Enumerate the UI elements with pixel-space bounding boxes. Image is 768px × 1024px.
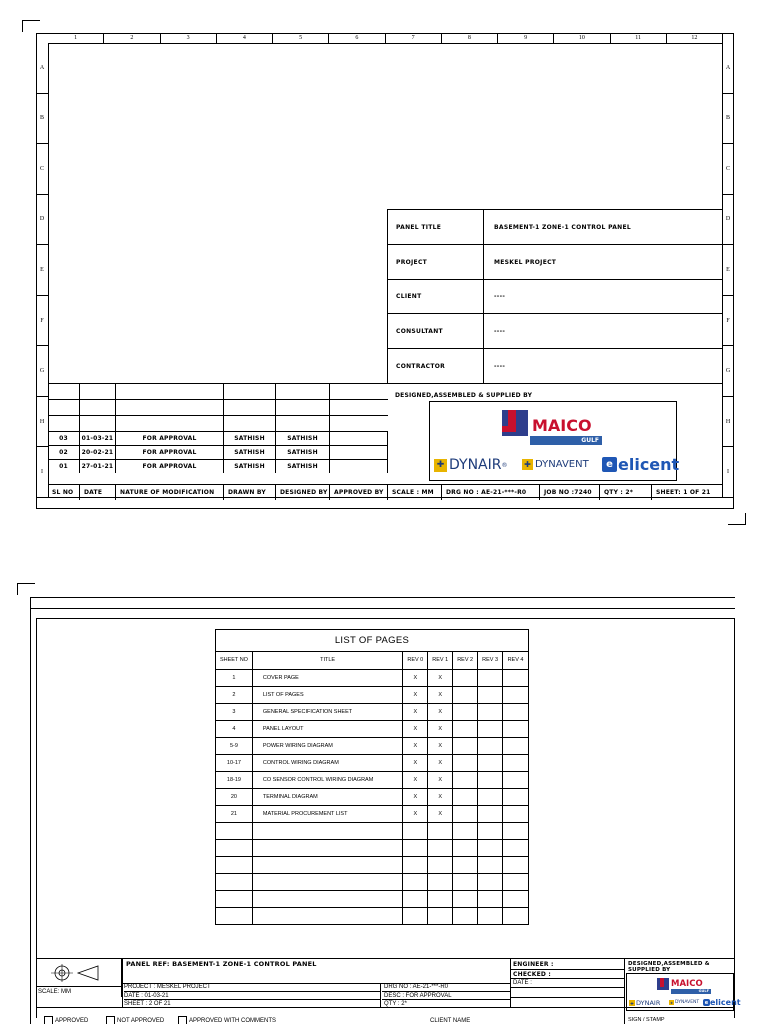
approval-checkbox-with-comments[interactable] (178, 1016, 276, 1024)
revision-cell-nature: FOR APPROVAL (116, 446, 224, 459)
designed-by-label: DESIGNED,ASSEMBLED & SUPPLIED BY (395, 392, 533, 399)
maico-wordmark: MAICO (532, 416, 592, 435)
table-cell: X (403, 806, 428, 823)
table-cell (453, 823, 478, 840)
table-row (216, 772, 529, 789)
table-row-empty (216, 874, 529, 891)
col-rev-3: REV 3 (478, 652, 503, 670)
tb-divider (122, 959, 123, 1007)
table-cell (453, 721, 478, 738)
column-number: 8 (442, 33, 498, 43)
column-number: 1 (48, 33, 104, 43)
revision-empty-row (48, 399, 388, 415)
table-cell (403, 840, 428, 857)
row-letter: E (722, 245, 734, 296)
panel-title-label: PANEL TITLE (388, 210, 484, 244)
sheet2-second-line (30, 608, 735, 609)
revision-cell-approved (330, 432, 388, 445)
table-row (216, 670, 529, 687)
table-cell (478, 857, 503, 874)
revision-cell-nature: FOR APPROVAL (116, 460, 224, 473)
header-nature: NATURE OF MODIFICATION (116, 485, 224, 500)
table-cell: X (403, 755, 428, 772)
table-cell (428, 874, 453, 891)
table-cell: 2 (216, 687, 253, 704)
table-cell: 20 (216, 789, 253, 806)
table-cell: X (403, 721, 428, 738)
table-cell (403, 823, 428, 840)
table-cell (478, 874, 503, 891)
tb-client-name: CLIENT NAME (430, 1018, 471, 1024)
table-cell (503, 823, 529, 840)
row-letter: I (36, 447, 48, 498)
column-number: 9 (498, 33, 554, 43)
table-cell (478, 891, 503, 908)
table-cell (503, 670, 529, 687)
table-cell (453, 857, 478, 874)
table-cell (503, 874, 529, 891)
consultant-label: CONSULTANT (388, 314, 484, 348)
table-cell (478, 772, 503, 789)
table-cell (453, 891, 478, 908)
revision-cell-drawn: SATHISH (224, 460, 276, 473)
table-cell (453, 874, 478, 891)
contractor-value: ---- (494, 362, 506, 370)
table-cell (503, 738, 529, 755)
table-cell: 18-19 (216, 772, 253, 789)
table-cell (216, 823, 253, 840)
column-number: 4 (217, 33, 273, 43)
tb-dynavent-logo (669, 1000, 699, 1005)
title-info-block (387, 209, 723, 383)
table-cell: POWER WIRING DIAGRAM (252, 738, 402, 755)
col-rev-0: REV 0 (403, 652, 428, 670)
table-cell (453, 687, 478, 704)
column-number: 3 (161, 33, 217, 43)
table-cell: CO SENSOR CONTROL WIRING DIAGRAM (252, 772, 402, 789)
table-cell (252, 823, 402, 840)
table-cell (428, 857, 453, 874)
table-cell: X (428, 704, 453, 721)
table-row-empty (216, 823, 529, 840)
tb-dynair-logo (629, 999, 660, 1007)
column-number: 6 (329, 33, 385, 43)
table-cell (478, 670, 503, 687)
tb-divider (380, 983, 381, 1007)
row-letter: C (722, 144, 734, 195)
table-cell (403, 908, 428, 925)
row-letter: F (36, 296, 48, 347)
not-approved-checkbox[interactable] (106, 1016, 115, 1024)
tb-desc: DESC : FOR APPROVAL (382, 991, 510, 999)
sheet1-corner-mark-bottom (728, 513, 746, 525)
table-cell: 1 (216, 670, 253, 687)
table-cell (503, 755, 529, 772)
table-cell: X (403, 772, 428, 789)
revision-cell-drawn: SATHISH (224, 446, 276, 459)
maico-logo (502, 408, 612, 448)
col-title: TITLE (252, 652, 402, 670)
dynavent-logo (522, 459, 589, 470)
revision-cell-date: 01-03-21 (80, 432, 116, 445)
list-of-pages-table (215, 629, 529, 925)
table-cell: X (428, 670, 453, 687)
consultant-value: ---- (494, 327, 506, 335)
dynavent-badge-icon: ✚ (522, 459, 533, 470)
tb-divider (36, 1007, 735, 1008)
dynavent-wordmark: DYNAVENT (535, 459, 589, 470)
table-cell: CONTROL WIRING DIAGRAM (252, 755, 402, 772)
client-value: ---- (494, 293, 506, 300)
sheet1-bottom-bar (48, 484, 723, 500)
dynair-logo (434, 457, 507, 473)
revision-cell-sl: 01 (48, 460, 80, 473)
header-approved-by: APPROVED BY (330, 485, 388, 500)
table-cell (403, 891, 428, 908)
table-cell (252, 840, 402, 857)
project-value: MESKEL PROJECT (494, 258, 557, 266)
col-rev-2: REV 2 (453, 652, 478, 670)
tb-divider (510, 997, 624, 998)
table-cell (478, 721, 503, 738)
table-row-empty (216, 857, 529, 874)
footer-qty: QTY : 2* (600, 485, 652, 500)
row-letter: A (722, 43, 734, 94)
tb-panel-ref: PANEL REF: BASEMENT-1 ZONE-1 CONTROL PANEL (126, 960, 317, 968)
table-cell (403, 874, 428, 891)
table-cell: GENERAL SPECIFICATION SHEET (252, 704, 402, 721)
table-cell (252, 891, 402, 908)
tb-dynavent-wordmark: DYNAVENT (675, 1000, 700, 1005)
revision-cell-sl: 02 (48, 446, 80, 459)
table-cell: X (428, 687, 453, 704)
table-cell (478, 908, 503, 925)
table-cell: X (428, 755, 453, 772)
approval-checkbox-not-approved[interactable] (106, 1016, 164, 1024)
tb-dynair-badge-icon: ✚ (630, 1000, 634, 1006)
table-cell (453, 789, 478, 806)
table-cell (428, 840, 453, 857)
sheet2-top-line (30, 597, 735, 598)
row-letter: D (36, 195, 48, 246)
table-cell (428, 891, 453, 908)
dynair-wordmark: DYNAIR (449, 457, 502, 473)
revision-cell-nature: FOR APPROVAL (116, 432, 224, 445)
column-number: 12 (667, 33, 723, 43)
footer-sheet: SHEET: 1 OF 21 (656, 489, 711, 496)
row-letter: B (722, 94, 734, 145)
revision-row (48, 445, 388, 459)
revision-cell-date: 20-02-21 (80, 446, 116, 459)
tb-scale: SCALE: MM (36, 987, 122, 997)
table-cell: TERMINAL DIAGRAM (252, 789, 402, 806)
tb-dynair-wordmark: DYNAIR (636, 999, 661, 1007)
table-cell (216, 891, 253, 908)
row-letter: G (722, 346, 734, 397)
revision-cell-sl: 03 (48, 432, 80, 445)
table-cell (216, 857, 253, 874)
title-row-client (388, 280, 723, 314)
table-cell (503, 857, 529, 874)
column-number: 7 (386, 33, 442, 43)
column-number: 5 (273, 33, 329, 43)
col-rev-1: REV 1 (428, 652, 453, 670)
revision-rows (48, 431, 388, 473)
revision-cell-drawn: SATHISH (224, 432, 276, 445)
table-cell (252, 908, 402, 925)
tb-qty: QTY : 2* (382, 999, 510, 1007)
project-label: PROJECT (388, 245, 484, 279)
tb-divider (624, 959, 625, 1024)
table-cell (453, 840, 478, 857)
elicent-badge-icon: e (602, 457, 617, 472)
approved-checkbox[interactable] (44, 1016, 53, 1024)
table-cell (453, 738, 478, 755)
table-row (216, 789, 529, 806)
revision-cell-designed: SATHISH (276, 460, 330, 473)
tb-designed-by: DESIGNED,ASSEMBLED & SUPPLIED BY (628, 961, 710, 973)
table-row (216, 721, 529, 738)
table-cell (216, 908, 253, 925)
table-cell (478, 789, 503, 806)
table-cell (503, 704, 529, 721)
table-cell (503, 908, 529, 925)
table-row (216, 704, 529, 721)
approved-with-comments-checkbox[interactable] (178, 1016, 187, 1024)
table-cell (453, 670, 478, 687)
table-cell: X (403, 687, 428, 704)
tb-sheet: SHEET : 2 OF 21 (124, 999, 380, 1007)
table-cell (453, 772, 478, 789)
tb-date: DATE : 01-03-21 (124, 991, 380, 999)
list-of-pages-title: LIST OF PAGES (216, 630, 529, 652)
title-row-project (388, 245, 723, 280)
table-cell: COVER PAGE (252, 670, 402, 687)
sheet2-title-block (36, 958, 741, 1024)
revision-table (48, 383, 388, 485)
table-cell (252, 874, 402, 891)
revision-row (48, 431, 388, 445)
row-letter: I (722, 447, 734, 498)
table-cell (478, 755, 503, 772)
table-cell: 3 (216, 704, 253, 721)
tb-elicent-wordmark: elicent (710, 998, 741, 1007)
approved-label: APPROVED (55, 1017, 89, 1024)
projection-symbol-cell (36, 959, 122, 987)
approved-with-comments-label: APPROVED WITH COMMENTS (189, 1017, 277, 1024)
company-logo-box (429, 401, 680, 481)
table-cell (503, 721, 529, 738)
header-designed-by: DESIGNED BY (276, 485, 330, 500)
revision-empty-row (48, 415, 388, 431)
elicent-wordmark: elicent (618, 455, 680, 474)
third-angle-projection-icon (48, 963, 110, 983)
revision-row (48, 459, 388, 473)
list-of-pages-body (216, 670, 529, 925)
column-number: 10 (554, 33, 610, 43)
table-cell (216, 874, 253, 891)
row-letter: A (36, 43, 48, 94)
tb-maico-mark-red (660, 978, 664, 987)
table-cell: X (403, 789, 428, 806)
table-cell: 10-17 (216, 755, 253, 772)
table-cell (478, 704, 503, 721)
table-cell: 21 (216, 806, 253, 823)
revision-empty-row (48, 383, 388, 399)
footer-scale: SCALE : MM (388, 485, 442, 500)
column-number: 2 (104, 33, 160, 43)
sheet1-corner-mark (22, 20, 40, 32)
table-cell: LIST OF PAGES (252, 687, 402, 704)
tb-project: PROJECT : MESKEL PROJECT (124, 984, 211, 990)
tb-logo-box (626, 973, 741, 1011)
title-row-panel (388, 210, 723, 245)
footer-drg-no: DRG NO : AE-21-***-R0 (442, 485, 540, 500)
table-cell: MATERIAL PROCUREMENT LIST (252, 806, 402, 823)
col-rev-4: REV 4 (503, 652, 529, 670)
client-label: CLIENT (388, 280, 484, 313)
table-cell (503, 840, 529, 857)
gulf-badge: GULF (530, 436, 602, 445)
table-cell: 5-9 (216, 738, 253, 755)
table-row (216, 738, 529, 755)
table-row (216, 806, 529, 823)
table-row (216, 755, 529, 772)
table-cell (453, 755, 478, 772)
table-cell: X (428, 738, 453, 755)
not-approved-label: NOT APPROVED (117, 1017, 165, 1024)
table-row-empty (216, 891, 529, 908)
sheet2-corner-mark (17, 583, 35, 595)
col-sheet-no: SHEET NO (216, 652, 253, 670)
table-cell (478, 806, 503, 823)
table-row-empty (216, 908, 529, 925)
revision-cell-designed: SATHISH (276, 446, 330, 459)
table-cell (453, 908, 478, 925)
table-cell: X (403, 738, 428, 755)
maico-mark-red-foot (502, 426, 516, 432)
tb-engineer: ENGINEER : (513, 961, 554, 968)
row-letter: B (36, 94, 48, 145)
revision-cell-designed: SATHISH (276, 432, 330, 445)
footer-job-no: JOB NO :7240 (540, 485, 600, 500)
revision-cell-approved (330, 446, 388, 459)
dynair-reg: ® (501, 461, 508, 469)
revision-cell-approved (330, 460, 388, 473)
table-cell (403, 857, 428, 874)
table-cell (503, 789, 529, 806)
table-cell (252, 857, 402, 874)
title-row-contractor (388, 349, 723, 384)
tb-elicent-badge-icon: e (704, 999, 709, 1006)
tb-checked: CHECKED : (510, 969, 624, 978)
elicent-logo (602, 455, 679, 474)
tb-drg-no: DRG NO : AE-21-***-R0 (384, 984, 449, 990)
table-cell: X (428, 772, 453, 789)
row-letter: C (36, 144, 48, 195)
table-cell (478, 840, 503, 857)
table-cell (503, 687, 529, 704)
table-cell: X (428, 721, 453, 738)
row-letter: H (36, 397, 48, 448)
tb-date2: DATE : (510, 978, 624, 987)
approval-checkbox-approved[interactable] (44, 1016, 88, 1024)
tb-dynavent-badge-icon: ✚ (670, 1000, 673, 1005)
table-cell (478, 823, 503, 840)
row-letter: E (36, 245, 48, 296)
table-cell: X (403, 670, 428, 687)
table-row (216, 687, 529, 704)
header-date: DATE (80, 485, 116, 500)
table-cell: X (428, 789, 453, 806)
tb-divider (510, 987, 624, 988)
title-row-consultant (388, 314, 723, 349)
table-cell: X (428, 806, 453, 823)
row-letter: G (36, 346, 48, 397)
column-number: 11 (611, 33, 667, 43)
header-sl-no: SL NO (48, 485, 80, 500)
tb-maico-wordmark: MAICO (671, 979, 703, 989)
dynair-badge-icon: ✚ (434, 459, 447, 472)
table-cell (478, 738, 503, 755)
tb-gulf-badge: GULF (671, 989, 711, 994)
header-drawn-by: DRAWN BY (224, 485, 276, 500)
table-cell (216, 840, 253, 857)
table-cell (503, 891, 529, 908)
row-letter: H (722, 397, 734, 448)
tb-elicent-logo (703, 998, 741, 1007)
table-cell (428, 908, 453, 925)
sheet2-left-edge (30, 597, 31, 1024)
row-letter: D (722, 195, 734, 246)
panel-title-value: BASEMENT-1 ZONE-1 CONTROL PANEL (494, 223, 632, 231)
table-cell (453, 704, 478, 721)
revision-cell-date: 27-01-21 (80, 460, 116, 473)
row-letter: F (722, 296, 734, 347)
table-cell: X (403, 704, 428, 721)
table-cell (503, 806, 529, 823)
tb-sign-stamp: SIGN / STAMP (628, 1017, 665, 1023)
contractor-label: CONTRACTOR (388, 349, 484, 383)
table-row-empty (216, 840, 529, 857)
table-cell (428, 823, 453, 840)
table-cell (453, 806, 478, 823)
table-cell (478, 687, 503, 704)
table-cell: 4 (216, 721, 253, 738)
table-cell (503, 772, 529, 789)
table-cell: PANEL LAYOUT (252, 721, 402, 738)
